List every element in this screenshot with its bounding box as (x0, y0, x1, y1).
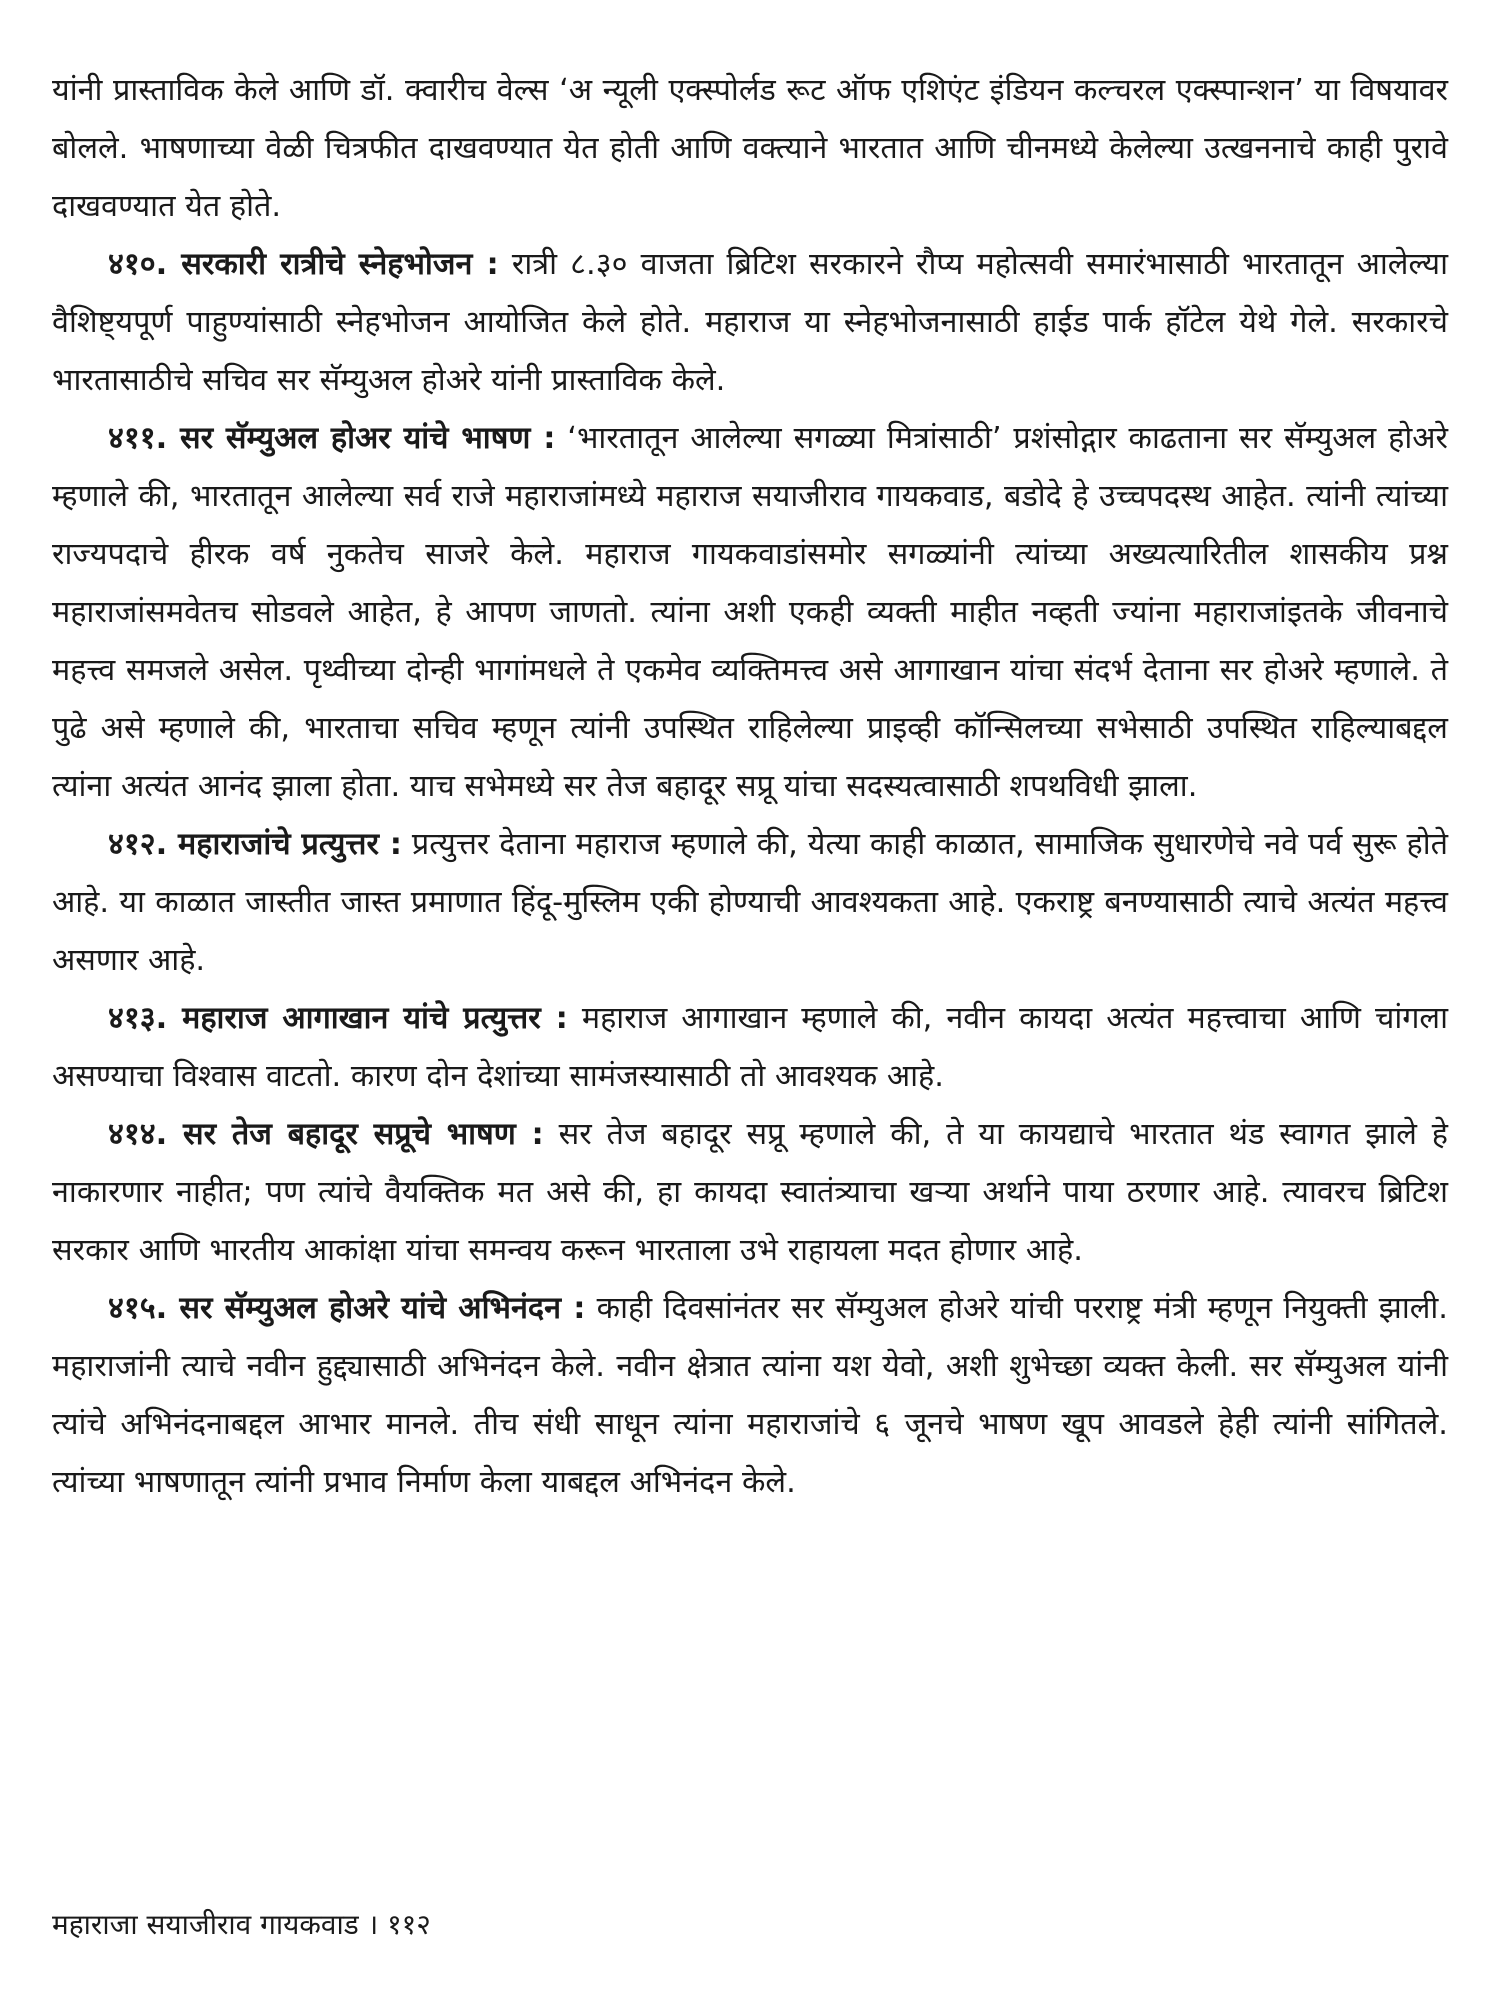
section-heading: ४१५. सर सॅम्युअल होअरे यांचे अभिनंदन : (108, 1291, 586, 1326)
paragraph-text: महाराज आगाखान म्हणाले की, नवीन कायदा अत्यंत महत्त्वाचा आणि चांगला असण्याचा विश्वास वाटतो. कारण दोन देशांच्या सामंजस्यासाठी तो आवश्यक आहे. (52, 1001, 1448, 1094)
section-heading: ४१३. महाराज आगाखान यांचे प्रत्युत्तर : (108, 1001, 568, 1036)
paragraph-text: ‘भारतातून आलेल्या सगळ्या मित्रांसाठी’ प्रशंसोद्गार काढताना सर सॅम्युअल होअरे म्हणाले की, भारतातून आलेल्या सर्व राजे महाराजांमध्ये महाराज सयाजीराव गायकवाड, बडोदे हे उच्चपदस्थ आहेत. त्यांनी त्यांच्या राज्यपदाचे हीरक वर्ष नुकतेच साजरे केले. महाराज गायकवाडांसमोर सगळ्यांनी त्यांच्या अख्यत्यारितील शासकीय प्रश्न महाराजांसमवेतच सोडवले आहेत, हे आपण जाणतो. त्यांना अशी एकही व्यक्ती माहीत नव्हती ज्यांना महाराजांइतके जीवनाचे महत्त्व समजले असेल. पृथ्वीच्या दोन्ही भागांमधले ते एकमेव व्यक्तिमत्त्व असे आगाखान यांचा संदर्भ देताना सर होअरे म्हणाले. ते पुढे असे म्हणाले की, भारताचा सचिव म्हणून त्यांनी उपस्थित राहिलेल्या प्राइव्ही कॉन्सिलच्या सभेसाठी उपस्थित राहिल्याबद्दल त्यांना अत्यंत आनंद झाला होता. याच सभेमध्ये सर तेज बहादूर सप्रू यांचा सदस्यत्वासाठी शपथविधी झाला. (52, 421, 1449, 804)
paragraph-text: काही दिवसांनंतर सर सॅम्युअल होअरे यांची परराष्ट्र मंत्री म्हणून नियुक्ती झाली. महाराजांनी त्याचे नवीन हुद्द्यासाठी अभिनंदन केले. नवीन क्षेत्रात त्यांना यश येवो, अशी शुभेच्छा व्यक्त केली. सर सॅम्युअल यांनी त्यांचे अभिनंदनाबद्दल आभार मानले. तीच संधी साधून त्यांना महाराजांचे ६ जूनचे भाषण खूप आवडले हेही त्यांनी सांगितले. त्यांच्या भाषणातून त्यांनी प्रभाव निर्माण केला याबद्दल अभिनंदन केले. (52, 1291, 1449, 1500)
paragraph-410 (52, 236, 1448, 410)
section-heading: ४१४. सर तेज बहादूर सप्रूचे भाषण : (108, 1117, 544, 1152)
section-heading: ४१०. सरकारी रात्रीचे स्नेहभोजन : (108, 247, 499, 282)
paragraph-text: यांनी प्रास्ताविक केले आणि डॉ. क्वारीच वेल्स ‘अ न्यूली एक्स्पोर्लड रूट ऑफ एशिएंट इंडियन कल्चरल एक्स्पान्शन’ या विषयावर बोलले. भाषणाच्या वेळी चित्रफीत दाखवण्यात येत होती आणि वक्त्याने भारतात आणि चीनमध्ये केलेल्या उत्खननाचे काही पुरावे दाखवण्यात येत होते. (52, 73, 1448, 224)
paragraph-text: सर तेज बहादूर सप्रू म्हणाले की, ते या कायद्याचे भारतात थंड स्वागत झाले हे नाकारणार नाहीत; पण त्यांचे वैयक्तिक मत असे की, हा कायदा स्वातंत्र्याचा खऱ्या अर्थाने पाया ठरणार आहे. त्यावरच ब्रिटिश सरकार आणि भारतीय आकांक्षा यांचा समन्वय करून भारताला उभे राहायला मदत होणार आहे. (52, 1117, 1448, 1268)
section-heading: ४१२. महाराजांचे प्रत्युत्तर : (108, 827, 402, 862)
paragraph-415 (52, 1280, 1448, 1512)
paragraph-411 (52, 410, 1448, 816)
paragraph-414 (52, 1106, 1448, 1280)
footer-separator: । (367, 1908, 379, 1941)
section-heading: ४११. सर सॅम्युअल होअर यांचे भाषण : (108, 421, 556, 456)
paragraph-412 (52, 816, 1448, 990)
paragraph-text: रात्री ८.३० वाजता ब्रिटिश सरकारने रौप्य महोत्सवी समारंभासाठी भारतातून आलेल्या वैशिष्ट्यपूर्ण पाहुण्यांसाठी स्नेहभोजन आयोजित केले होते. महाराज या स्नेहभोजनासाठी हाईड पार्क हॉटेल येथे गेले. सरकारचे भारतासाठीचे सचिव सर सॅम्युअल होअरे यांनी प्रास्ताविक केले. (52, 247, 1449, 398)
paragraph-413 (52, 990, 1448, 1106)
paragraph-intro (52, 62, 1448, 236)
footer-book-title: महाराजा सयाजीराव गायकवाड (52, 1908, 359, 1941)
page-footer (52, 1905, 431, 1945)
document-body (52, 62, 1448, 1512)
footer-page-number: ११२ (387, 1908, 431, 1941)
paragraph-text: प्रत्युत्तर देताना महाराज म्हणाले की, येत्या काही काळात, सामाजिक सुधारणेचे नवे पर्व सुरू होते आहे. या काळात जास्तीत जास्त प्रमाणात हिंदू-मुस्लिम एकी होण्याची आवश्यकता आहे. एकराष्ट्र बनण्यासाठी त्याचे अत्यंत महत्त्व असणार आहे. (52, 827, 1449, 978)
